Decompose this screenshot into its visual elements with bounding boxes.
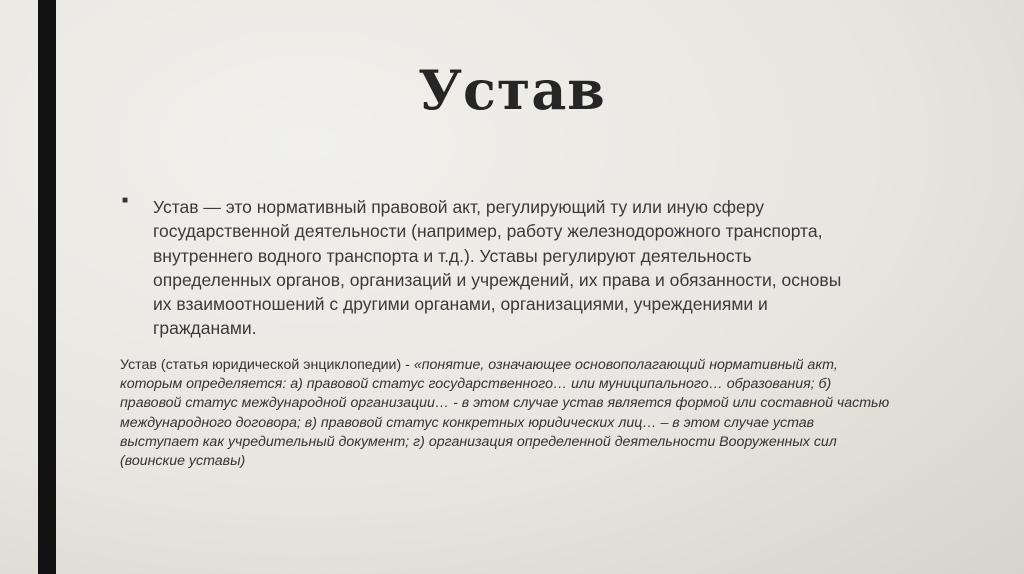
text-line: определенных органов, организаций и учреждений, их права и обязанности, основы [153,269,842,290]
square-bullet-icon: ■ [122,195,129,206]
text-line: правовой статус международной организации… - в этом случае устав является формой или составной частью [120,395,890,412]
text-line: государственной деятельности (например, работу железнодорожного транспорта, [153,221,823,242]
text-line: гражданами. [153,318,257,339]
text-line: (воинские уставы) [120,453,246,470]
text-line: которым определяется: а) правовой статус государственного… или муниципального… образования; б) [120,376,832,393]
text-line: «понятие, означающее основополагающий нормативный акт, [413,357,838,373]
text-line: внутреннего водного транспорта и т.д.). Уставы регулируют деятельность [153,245,752,266]
text-line: выступает как учредительный документ; г) организация определенной деятельности Вооруженных сил [120,433,837,450]
slide-title: Устав [418,58,606,122]
text-line: международного договора; в) правовой статус конкретных юридических лиц… – в этом случае устав [120,414,815,431]
encyclopedia-note [120,356,889,471]
bullet-paragraph [153,195,841,341]
text-line: Устав — это нормативный правовой акт, регулирующий ту или иную сферу [153,197,765,217]
note-lead: Устав (статья юридической энциклопедии) - [120,357,414,373]
text-line: их взаимоотношений с другими органами, организациями, учреждениями и [153,294,768,315]
